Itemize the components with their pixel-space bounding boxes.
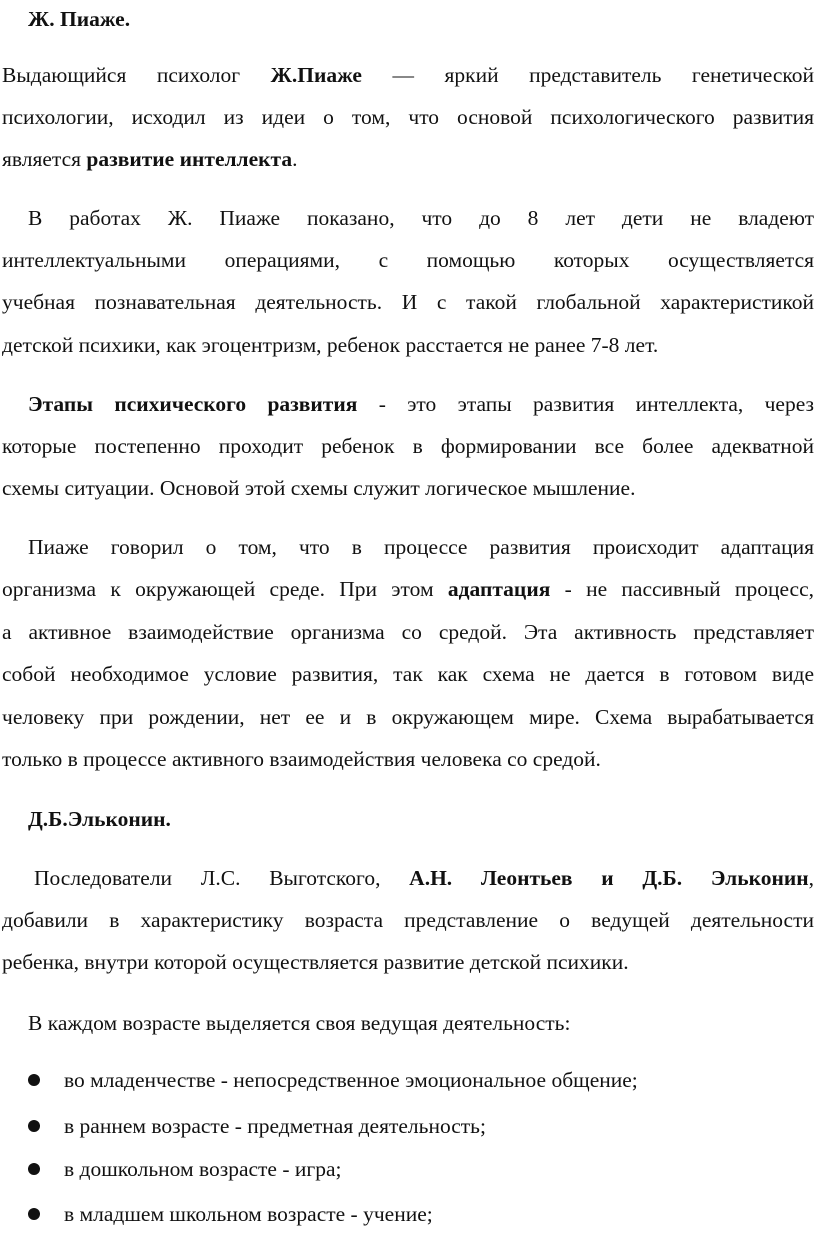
- text-span: - это этапы развития интеллекта, через: [357, 392, 814, 416]
- bold-names: А.Н. Леонтьев и Д.Б. Эльконин: [409, 866, 809, 890]
- list-item: в дошкольном возрасте - игра;: [64, 1157, 342, 1181]
- text-span: .: [292, 147, 298, 171]
- bullet-icon: [28, 1074, 40, 1086]
- paragraph-elkonin-line-1: [34, 863, 814, 893]
- paragraph-stages-line-3: схемы ситуации. Основой этой схемы служит логическое мышление.: [2, 476, 636, 500]
- text-span: — яркий представитель генетической: [361, 63, 815, 87]
- paragraph-adaptation-line-2: [2, 574, 814, 604]
- bold-term: адаптация: [447, 577, 551, 601]
- bold-name: Ж.Пиаже: [270, 63, 362, 87]
- text-span: организма к окружающей среде. При этом: [2, 577, 448, 601]
- paragraph-adaptation-line-5: человеку при рождении, нет ее и в окружающем мире. Схема вырабатывается: [2, 705, 814, 729]
- paragraph-adaptation-line-6: только в процессе активного взаимодействия человека со средой.: [2, 747, 601, 771]
- text-span: Выдающийся психолог: [2, 63, 271, 87]
- list-item: в младшем школьном возрасте - учение;: [64, 1202, 433, 1226]
- bullet-icon: [28, 1120, 40, 1132]
- paragraph-elkonin-line-3: ребенка, внутри которой осуществляется развитие детской психики.: [2, 950, 629, 974]
- paragraph-elkonin-line-2: добавили в характеристику возраста представление о ведущей деятельности: [2, 908, 814, 932]
- list-item: во младенчестве - непосредственное эмоциональное общение;: [64, 1068, 638, 1092]
- heading-piaget: Ж. Пиаже.: [28, 7, 131, 31]
- bullet-icon: [28, 1208, 40, 1220]
- bold-term: Этапы психического развития: [28, 392, 358, 416]
- paragraph-stages-line-1: [28, 389, 814, 419]
- paragraph-piaget-works-line-4: детской психики, как эгоцентризм, ребенок расстается не ранее 7-8 лет.: [2, 333, 659, 357]
- paragraph-piaget-works-line-1: В работах Ж. Пиаже показано, что до 8 лет дети не владеют: [28, 206, 814, 230]
- paragraph-leading-activity: В каждом возрасте выделяется своя ведущая деятельность:: [28, 1011, 571, 1035]
- text-span: - не пассивный процесс,: [550, 577, 814, 601]
- paragraph-piaget-works-line-3: учебная познавательная деятельность. И с такой глобальной характеристикой: [2, 290, 814, 314]
- bullet-icon: [28, 1163, 40, 1175]
- list-item: в раннем возрасте - предметная деятельность;: [64, 1114, 486, 1138]
- paragraph-piaget-intro-line-2: психологии, исходил из идеи о том, что основой психологического развития: [2, 105, 814, 129]
- text-span: Последователи Л.С. Выготского,: [34, 866, 410, 890]
- heading-elkonin: Д.Б.Эльконин.: [28, 807, 171, 831]
- paragraph-piaget-intro-line-1: [2, 60, 814, 90]
- bold-term: развитие интеллекта: [86, 147, 293, 171]
- paragraph-adaptation-line-1: Пиаже говорил о том, что в процессе развития происходит адаптация: [28, 535, 814, 559]
- paragraph-adaptation-line-4: собой необходимое условие развития, так как схема не дается в готовом виде: [2, 662, 814, 686]
- paragraph-stages-line-2: которые постепенно проходит ребенок в формировании все более адекватной: [2, 434, 814, 458]
- paragraph-piaget-intro-line-3: [2, 144, 814, 174]
- paragraph-piaget-works-line-2: интеллектуальными операциями, с помощью которых осуществляется: [2, 248, 814, 272]
- paragraph-adaptation-line-3: а активное взаимодействие организма со средой. Эта активность представляет: [2, 620, 814, 644]
- text-span: ,: [808, 866, 814, 890]
- text-span: является: [2, 147, 87, 171]
